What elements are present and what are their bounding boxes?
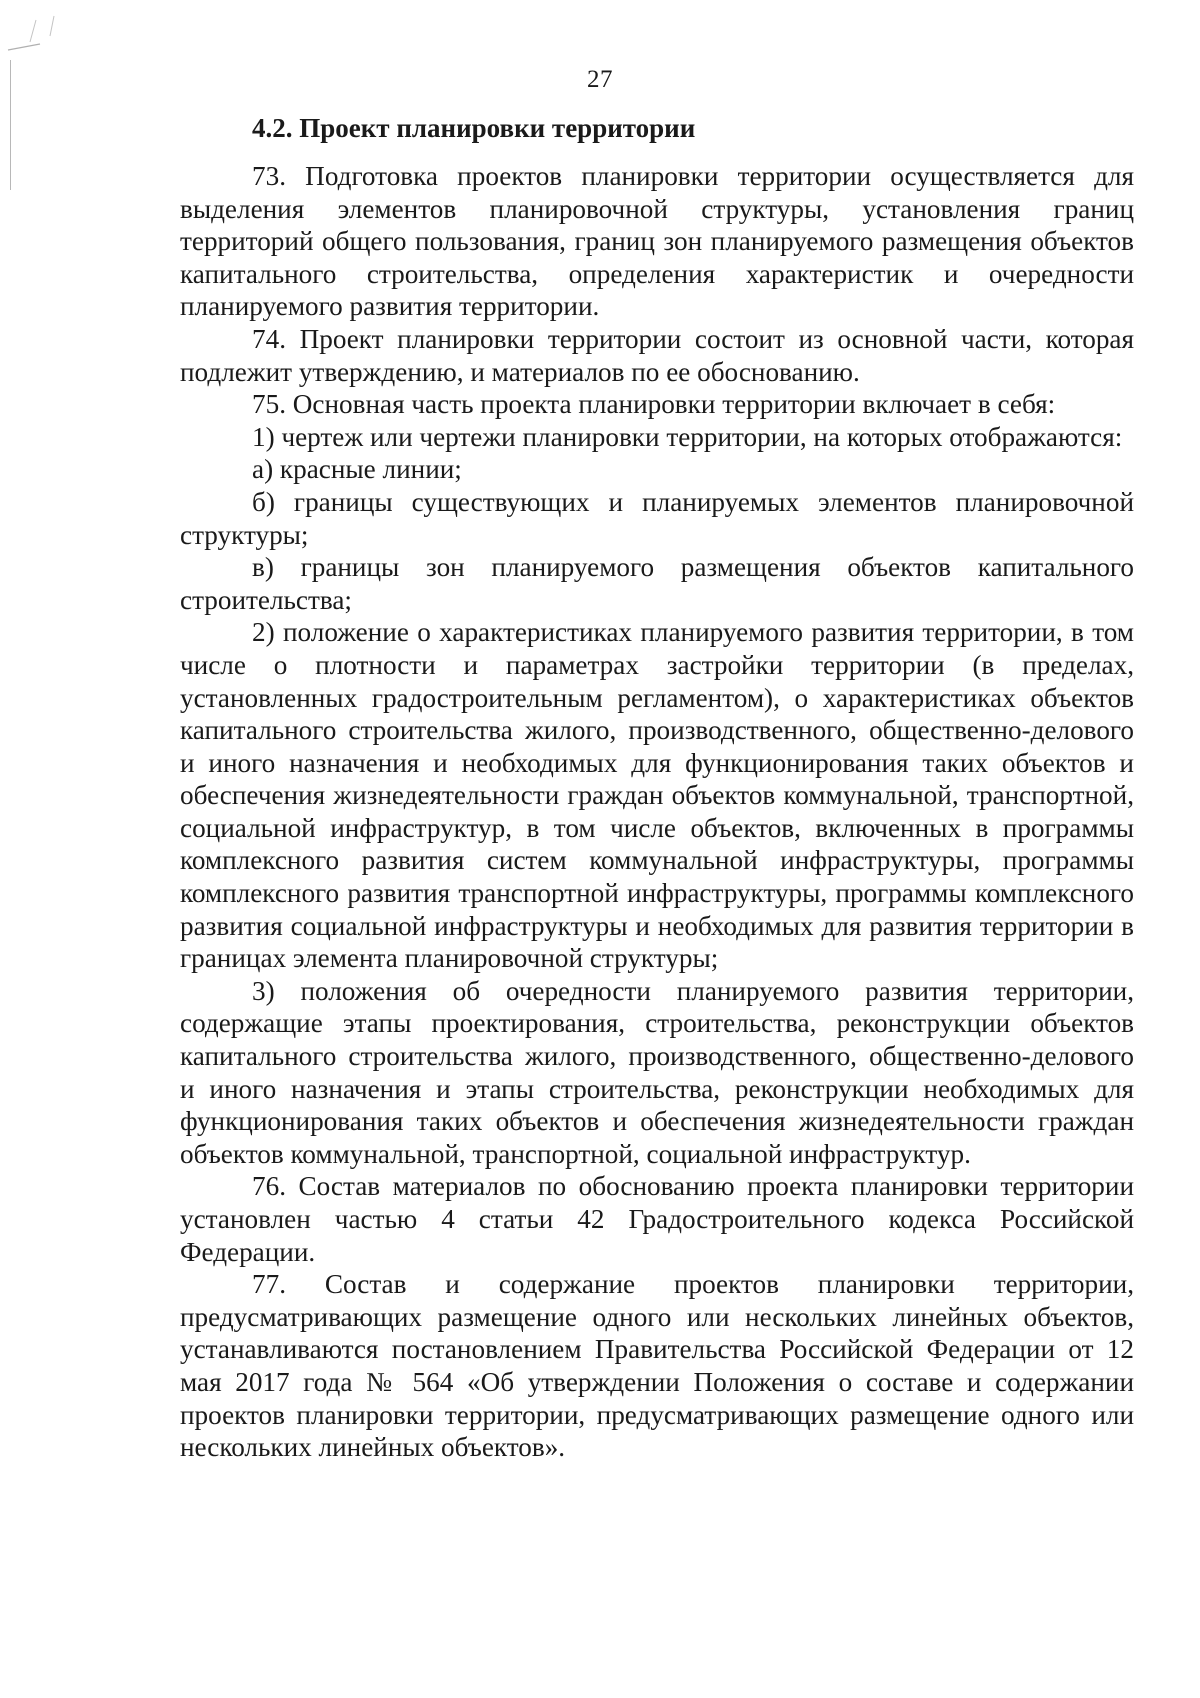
scan-artifact-mark: [6, 6, 66, 66]
section-heading: 4.2. Проект планировки территории: [252, 113, 696, 143]
paragraph-77: 77. Состав и содержание проектов планировки территории, предусматривающих размещение одного или нескольких линейных объектов, устанавливаются постановлением Правительства Российской Федерации от 12 мая 2017 года № 564 «Об утверждении Положения о составе и содержании проектов планировки территории, предусматривающих размещение одного или нескольких линейных объектов».: [180, 1269, 1134, 1463]
page-number: 27: [587, 66, 613, 93]
list-item-1: 1) чертеж или чертежи планировки территории, на которых отображаются:: [252, 421, 1123, 452]
list-item-2: 2) положение о характеристиках планируемого развития территории, в том числе о плотности и параметрах застройки территории (в пределах, установленных градостроительным регламентом), о характеристиках объектов капитального строительства жилого, производственного, общественно-делового и иного назначения и необходимых для функционирования таких объектов и обеспечения жизнедеятельности граждан объектов коммунальной, транспортной, социальной инфраструктур, в том числе объектов, включенных в программы комплексного развития систем коммунальной инфраструктуры, программы комплексного развития транспортной инфраструктуры, программы комплексного развития социальной инфраструктуры и необходимых для развития территории в границах элемента планировочной структуры;: [180, 617, 1134, 974]
paragraph-74: 74. Проект планировки территории состоит из основной части, которая подлежит утверждению, и материалов по ее обоснованию.: [180, 323, 1134, 387]
paragraph-76: 76. Состав материалов по обоснованию проекта планировки территории установлен частью 4 статьи 42 Градостроительного кодекса Российской Федерации.: [180, 1171, 1134, 1267]
list-item-3: 3) положения об очередности планируемого развития территории, содержащие этапы проектирования, строительства, реконструкции объектов капитального строительства жилого, производственного, общественно-делового и иного назначения и этапы строительства, реконструкции необходимых для функционирования таких объектов и обеспечения жизнедеятельности граждан объектов коммунальной, транспортной, социальной инфраструктур.: [180, 975, 1134, 1169]
list-item-1b: б) границы существующих и планируемых элементов планировочной структуры;: [180, 486, 1134, 550]
paragraph-73: 73. Подготовка проектов планировки территории осуществляется для выделения элементов планировочной структуры, установления границ территорий общего пользования, границ зон планируемого размещения объектов капитального строительства, определения характеристик и очередности планируемого развития территории.: [180, 161, 1134, 322]
paragraph-75: 75. Основная часть проекта планировки территории включает в себя:: [252, 389, 1056, 420]
list-item-1c: в) границы зон планируемого размещения объектов капитального строительства;: [180, 552, 1134, 615]
list-item-1a: а) красные линии;: [252, 454, 462, 485]
document-body: [180, 112, 1134, 1464]
